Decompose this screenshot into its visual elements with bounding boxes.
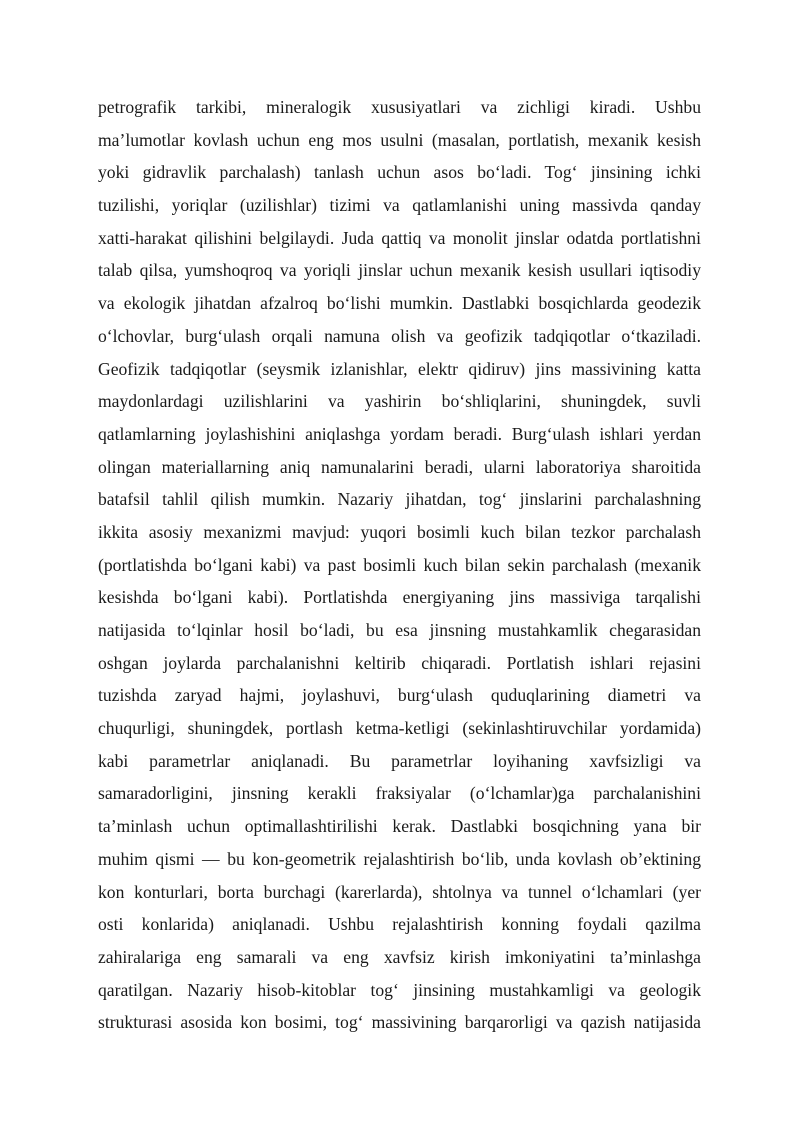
text-line: olingan materiallarning aniq namunalarini beradi, ularni laboratoriya sharoitida <box>98 456 701 477</box>
document-page <box>98 91 701 1039</box>
text-line: ta’minlash uchun optimallashtirilishi kerak. Dastlabki bosqichning yana bir <box>98 816 701 837</box>
text-line: o‘lchovlar, burg‘ulash orqali namuna olish va geofizik tadqiqotlar o‘tkaziladi. <box>98 325 701 346</box>
text-line: xatti-harakat qilishini belgilaydi. Juda qattiq va monolit jinslar odatda portlatishni <box>98 227 701 248</box>
text-line: batafsil tahlil qilish mumkin. Nazariy jihatdan, tog‘ jinslarini parchalashning <box>98 489 701 510</box>
text-line: kesishda bo‘lgani kabi). Portlatishda energiyaning jins massiviga tarqalishi <box>98 587 701 608</box>
text-line: ikkita asosiy mexanizmi mavjud: yuqori bosimli kuch bilan tezkor parchalash <box>98 521 701 542</box>
text-line: oshgan joylarda parchalanishni keltirib chiqaradi. Portlatish ishlari rejasini <box>98 652 701 673</box>
text-line: strukturasi asosida kon bosimi, tog‘ massivining barqarorligi va qazish natijasida <box>98 1012 701 1033</box>
text-line: natijasida to‘lqinlar hosil bo‘ladi, bu esa jinsning mustahkamlik chegarasidan <box>98 620 701 640</box>
text-line: qaratilgan. Nazariy hisob-kitoblar tog‘ jinsining mustahkamligi va geologik <box>98 979 701 1000</box>
text-line: zahiralariga eng samarali va eng xavfsiz kirish imkoniyatini ta’minlashga <box>98 946 701 967</box>
text-line: petrografik tarkibi, mineralogik xususiyatlari va zichligi kiradi. Ushbu <box>98 97 701 117</box>
text-line: muhim qismi — bu kon-geometrik rejalashtirish bo‘lib, unda kovlash ob’ektining <box>98 848 701 869</box>
body-paragraph <box>98 91 701 1039</box>
text-line: talab qilsa, yumshoqroq va yoriqli jinslar uchun mexanik kesish usullari iqtisodiy <box>98 260 701 281</box>
text-line: qatlamlarning joylashishini aniqlashga yordam beradi. Burg‘ulash ishlari yerdan <box>98 423 701 444</box>
text-line: (portlatishda bo‘lgani kabi) va past bosimli kuch bilan sekin parchalash (mexanik <box>98 554 701 575</box>
text-line: kon konturlari, borta burchagi (karerlarda), shtolnya va tunnel o‘lchamlari (yer <box>98 881 701 902</box>
text-line: tuzishda zaryad hajmi, joylashuvi, burg‘ulash quduqlarining diametri va <box>98 685 701 706</box>
text-line: Geofizik tadqiqotlar (seysmik izlanishlar, elektr qidiruv) jins massivining katta <box>98 358 701 379</box>
text-line: osti konlarida) aniqlanadi. Ushbu rejalashtirish konning foydali qazilma <box>98 914 701 935</box>
text-line: ma’lumotlar kovlash uchun eng mos usulni (masalan, portlatish, mexanik kesish <box>98 129 701 150</box>
text-line: maydonlardagi uzilishlarini va yashirin bo‘shliqlarini, shuningdek, suvli <box>98 391 701 412</box>
text-line: kabi parametrlar aniqlanadi. Bu parametrlar loyihaning xavfsizligi va <box>98 750 701 771</box>
text-line: chuqurligi, shuningdek, portlash ketma-ketligi (sekinlashtiruvchilar yordamida) <box>98 718 701 739</box>
text-line: samaradorligini, jinsning kerakli fraksiyalar (o‘lchamlar)ga parchalanishini <box>98 783 701 804</box>
text-line: va ekologik jihatdan afzalroq bo‘lishi mumkin. Dastlabki bosqichlarda geodezik <box>98 293 701 314</box>
text-line: tuzilishi, yoriqlar (uzilishlar) tizimi va qatlamlanishi uning massivda qanday <box>98 195 701 216</box>
text-line: yoki gidravlik parchalash) tanlash uchun asos bo‘ladi. Tog‘ jinsining ichki <box>98 162 701 183</box>
